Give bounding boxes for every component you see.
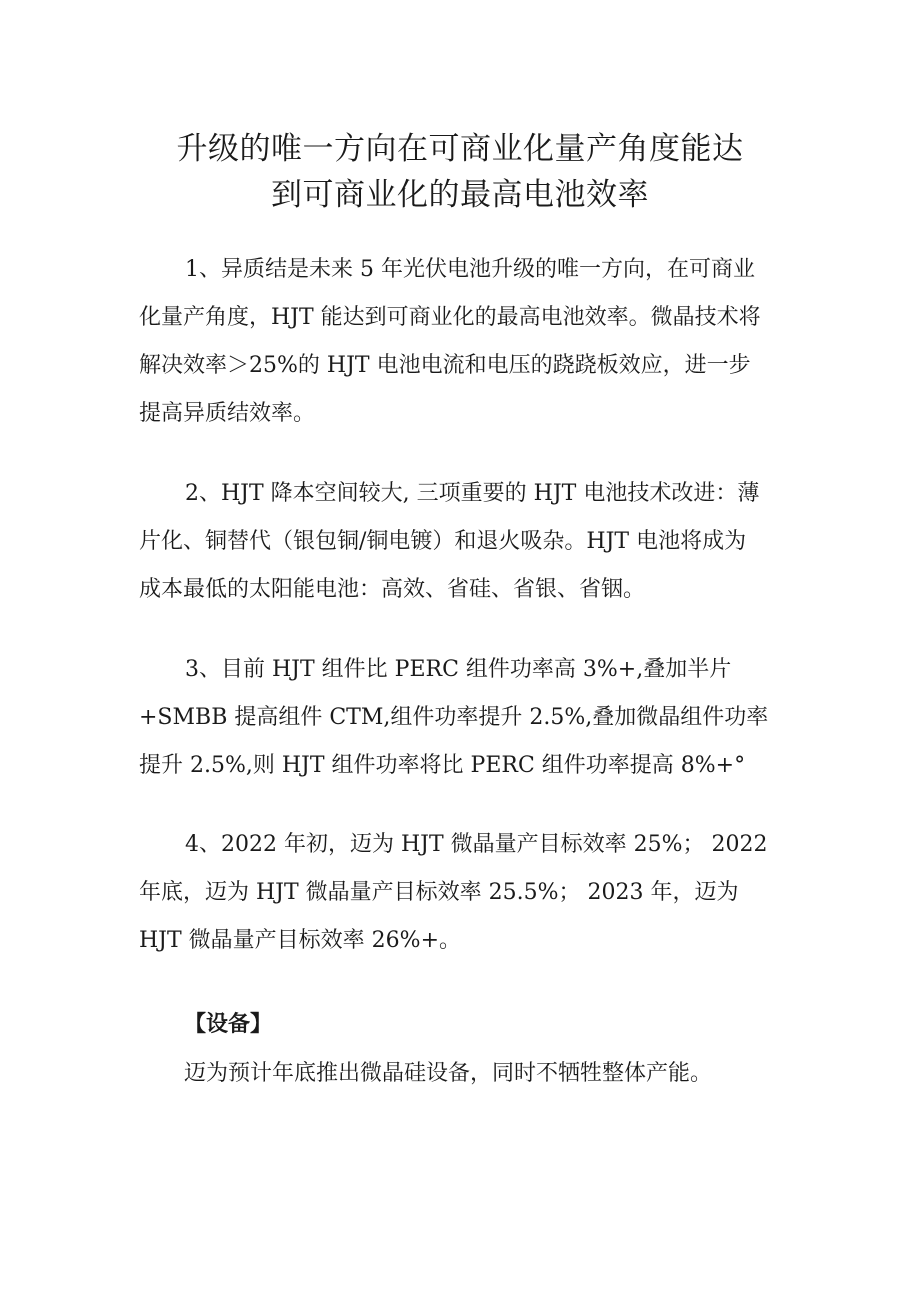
paragraph-line: 2、HJT 降本空间较大, 三项重要的 HJT 电池技术改进：薄	[185, 481, 760, 506]
document-title-line-1: 升级的唯一方向在可商业化量产角度能达	[176, 131, 744, 167]
paragraph-3	[139, 646, 784, 790]
paragraph-line: 提升 2.5%,则 HJT 组件功率将比 PERC 组件功率提高 8%+°	[139, 753, 746, 778]
paragraph-line: HJT 微晶量产目标效率 26%+。	[139, 928, 461, 953]
paragraph-line: 解决效率＞25%的 HJT 电池电流和电压的跷跷板效应，进一步	[139, 353, 751, 378]
paragraph-line: 3、目前 HJT 组件比 PERC 组件功率高 3%+,叠加半片	[185, 657, 732, 682]
paragraph-line: +SMBB 提高组件 CTM,组件功率提升 2.5%,叠加微晶组件功率	[139, 705, 769, 730]
section-text: 迈为预计年底推出微晶硅设备，同时不牺牲整体产能。	[184, 1061, 713, 1086]
paragraph-1	[139, 246, 784, 438]
paragraph-line: 年底，迈为 HJT 微晶量产目标效率 25.5%； 2023 年，迈为	[139, 880, 739, 905]
document-title-line-2: 到可商业化的最高电池效率	[271, 177, 649, 213]
paragraph-line: 1、异质结是未来 5 年光伏电池升级的唯一方向，在可商业	[185, 257, 755, 282]
paragraph-line: 4、2022 年初，迈为 HJT 微晶量产目标效率 25%； 2022	[185, 832, 768, 857]
section-heading: 【设备】	[184, 1011, 273, 1037]
paragraph-4	[139, 821, 784, 965]
paragraph-line: 成本最低的太阳能电池：高效、省硅、省银、省铟。	[139, 577, 646, 602]
paragraph-2	[139, 470, 784, 614]
paragraph-line: 化量产角度，HJT 能达到可商业化的最高电池效率。微晶技术将	[139, 305, 761, 330]
paragraph-line: 片化、铜替代（银包铜/铜电镀）和退火吸杂。HJT 电池将成为	[139, 529, 747, 554]
paragraph-line: 提高异质结效率。	[139, 401, 316, 426]
